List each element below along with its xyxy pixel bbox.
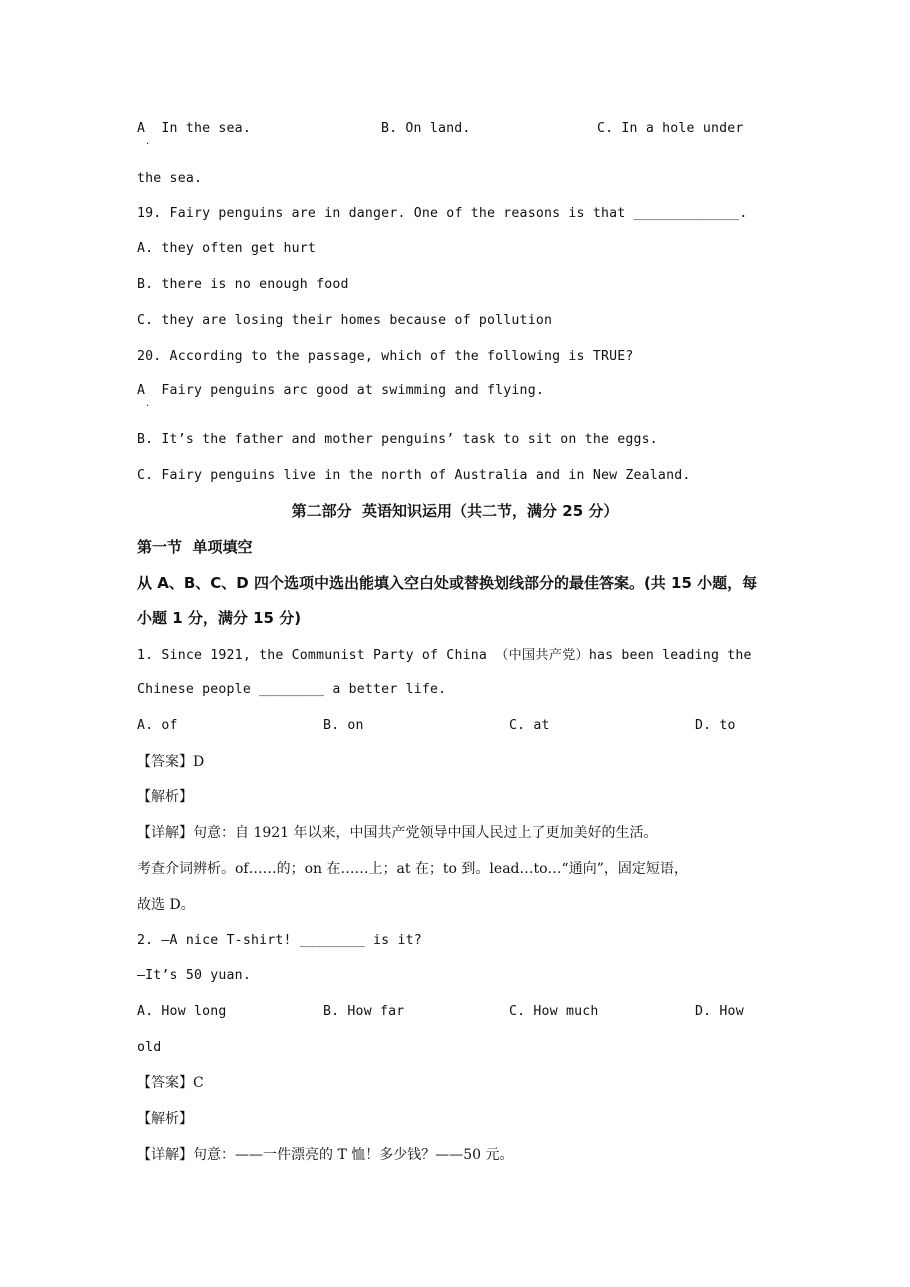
q19-option-c: C. they are losing their homes because of pollution	[137, 313, 553, 328]
q2-option-d-continued: old	[137, 1040, 162, 1055]
instruction-line-1: 从 A、B、C、D 四个选项中选出能填入空白处或替换划线部分的最佳答案。(共 15 小题，每	[137, 574, 758, 592]
q20-option-c: C. Fairy penguins live in the north of Australia and in New Zealand.	[137, 468, 691, 483]
q1-option-d: D. to	[695, 718, 736, 733]
part2-title: 第二部分 英语知识运用（共二节，满分 25 分）	[291, 502, 619, 520]
q2-reply: —It’s 50 yuan.	[137, 968, 251, 983]
q1-stem-line-2: Chinese people ________ a better life.	[137, 682, 447, 697]
q1-answer: 【答案】D	[137, 754, 205, 770]
q2-answer: 【答案】C	[137, 1075, 204, 1091]
q19-option-b: B. there is no enough food	[137, 277, 349, 292]
q2-option-b: B. How far	[323, 1004, 405, 1019]
q2-stem: 2. —A nice T-shirt! ________ is it?	[137, 933, 422, 948]
q19-stem: 19. Fairy penguins are in danger. One of the reasons is that _____________.	[137, 206, 748, 221]
q1-detail: 【详解】句意：自 1921 年以来，中国共产党领导中国人民过上了更加美好的生活。	[137, 825, 658, 841]
q2-detail: 【详解】句意：——一件漂亮的 T 恤！多少钱？——50 元。	[137, 1147, 514, 1163]
q1-analysis-label: 【解析】	[137, 789, 193, 805]
q1-stem-line-1: 1. Since 1921, the Communist Party of China （中国共产党）has been leading the	[137, 648, 752, 663]
section1-title: 第一节 单项填空	[137, 538, 253, 556]
bullet-dot-icon: ·	[146, 401, 150, 412]
q20-option-a: A Fairy penguins arc good at swimming and flying.	[137, 383, 544, 398]
q2-option-a: A. How long	[137, 1004, 227, 1019]
q18-option-c-continued: the sea.	[137, 171, 203, 186]
q18-option-c: C. In a hole under	[597, 121, 744, 136]
q20-stem: 20. According to the passage, which of the following is TRUE?	[137, 349, 634, 364]
q1-explanation-line-2: 故选 D。	[137, 897, 195, 913]
q18-option-b: B. On land.	[381, 121, 471, 136]
q1-option-c: C. at	[509, 718, 550, 733]
instruction-line-2: 小题 1 分，满分 15 分)	[137, 609, 302, 627]
q1-option-a: A. of	[137, 718, 178, 733]
q18-option-a: A In the sea.	[137, 121, 251, 136]
q20-option-b: B. It’s the father and mother penguins’ task to sit on the eggs.	[137, 432, 658, 447]
bullet-dot-icon: ·	[146, 139, 150, 150]
q2-option-c: C. How much	[509, 1004, 599, 1019]
q2-option-d: D. How	[695, 1004, 744, 1019]
q1-option-b: B. on	[323, 718, 364, 733]
q2-analysis-label: 【解析】	[137, 1111, 193, 1127]
q1-explanation-line-1: 考查介词辨析。of……的；on 在……上；at 在；to 到。lead…to…“通向”，固定短语，	[137, 861, 688, 877]
q19-option-a: A. they often get hurt	[137, 241, 317, 256]
